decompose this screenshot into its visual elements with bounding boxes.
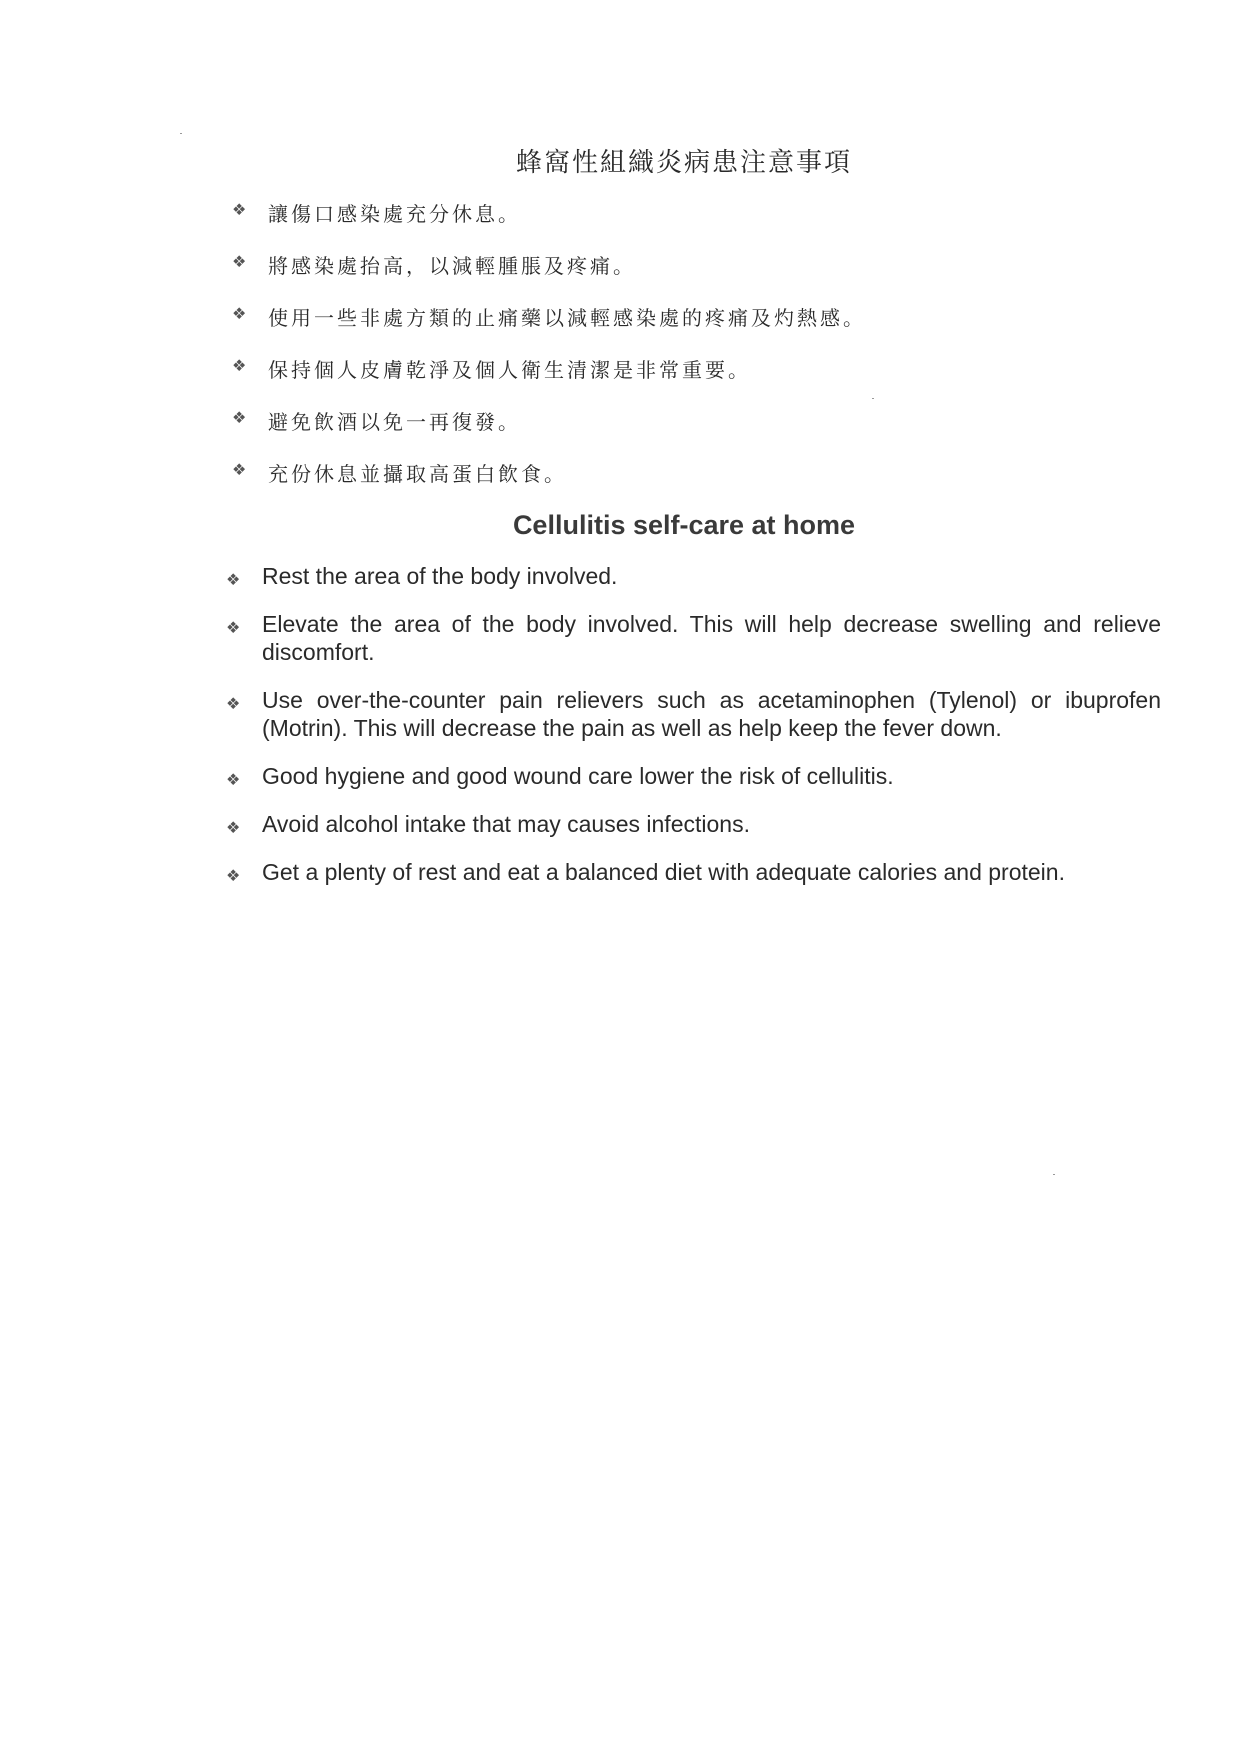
list-item: [226, 686, 1161, 742]
list-item-text: 將感染處抬高，以減輕腫脹及疼痛。: [268, 254, 636, 278]
list-item-text: 使用一些非處方類的止痛藥以減輕感染處的疼痛及灼熱感。: [268, 306, 866, 330]
list-item: [232, 406, 1172, 458]
list-item-text: Rest the area of the body involved.: [262, 563, 618, 589]
list-item: [232, 458, 1172, 510]
list-item-text: 讓傷口感染處充分休息。: [268, 202, 521, 226]
list-item: [226, 762, 1161, 790]
list-item: [232, 198, 1172, 250]
diamond-dots-icon: ❖: [226, 694, 241, 713]
diamond-dots-icon: ❖: [232, 252, 247, 271]
list-item-text: 充份休息並攝取高蛋白飲食。: [268, 462, 567, 486]
list-item: [232, 354, 1172, 406]
scan-speck: [1053, 1174, 1055, 1175]
diamond-dots-icon: ❖: [226, 618, 241, 637]
list-item: [226, 610, 1161, 666]
list-item: [226, 810, 1161, 838]
diamond-dots-icon: ❖: [232, 304, 247, 323]
english-title: Cellulitis self-care at home: [512, 510, 856, 540]
list-item: [226, 562, 1161, 590]
diamond-dots-icon: ❖: [232, 408, 247, 427]
list-item-text: Avoid alcohol intake that may causes infections.: [262, 811, 750, 837]
list-item-text: 保持個人皮膚乾淨及個人衛生清潔是非常重要。: [268, 358, 751, 382]
diamond-dots-icon: ❖: [232, 200, 247, 219]
chinese-instruction-list: [232, 198, 1172, 510]
scan-speck: [180, 133, 182, 134]
list-item-text: Elevate the area of the body involved. This will help decrease swelling and relieve discomfort.: [262, 611, 1161, 665]
diamond-dots-icon: ❖: [226, 818, 241, 837]
list-item: [232, 302, 1172, 354]
list-item: [226, 858, 1161, 886]
list-item-text: Use over-the-counter pain relievers such as acetaminophen (Tylenol) or ibuprofen (Motrin). This will decrease the pain as well as help keep the fever down.: [262, 687, 1161, 741]
list-item: [232, 250, 1172, 302]
diamond-dots-icon: ❖: [232, 460, 247, 479]
diamond-dots-icon: ❖: [226, 866, 241, 885]
list-item-text: Get a plenty of rest and eat a balanced diet with adequate calories and protein.: [262, 859, 1065, 885]
chinese-title: 蜂窩性組織炎病患注意事項: [515, 148, 852, 178]
list-item-text: Good hygiene and good wound care lower the risk of cellulitis.: [262, 763, 894, 789]
diamond-dots-icon: ❖: [232, 356, 247, 375]
english-instruction-list: [226, 562, 1161, 906]
diamond-dots-icon: ❖: [226, 770, 241, 789]
list-item-text: 避免飲酒以免一再復發。: [268, 410, 521, 434]
diamond-dots-icon: ❖: [226, 570, 241, 589]
